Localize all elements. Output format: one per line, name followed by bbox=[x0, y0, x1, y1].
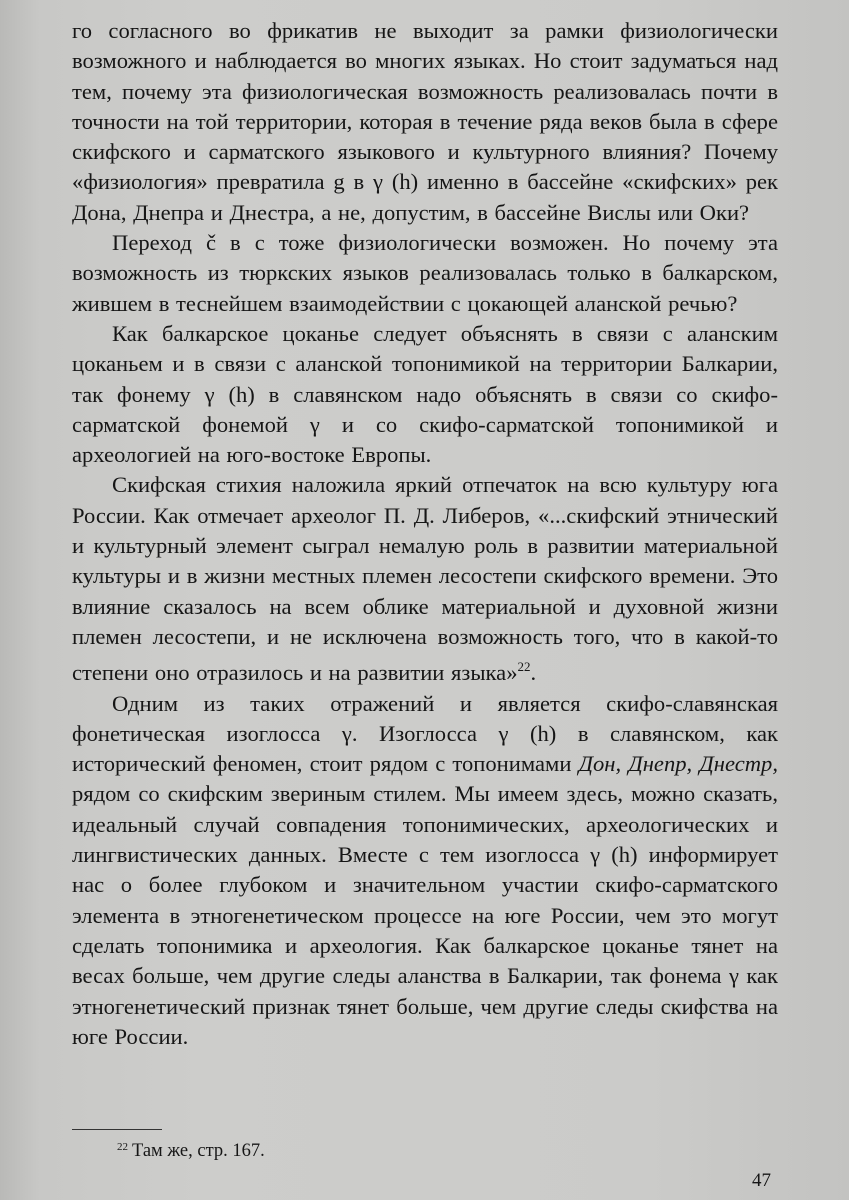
paragraph-text: рядом со скифским звериным стилем. Мы имеем здесь, можно сказать, идеальный случай совпадения топонимических, археологических и лингвистических данных. Вместе с тем изоглосса γ (h) информирует нас о более глубоком и значительном участии скифо-сарматского элемента в этногенетическом процессе на юге России, чем это могут сделать топонимика и археология. Как балкарское цоканье тянет на весах больше, чем другие следы аланства в Балкарии, так фонема γ как этногенетический признак тянет больше, чем другие следы скифства на юге России. bbox=[72, 781, 778, 1049]
paragraph-text: Одним из таких отражений и является скифо-славянская фонетическая изоглосса γ. Изоглосса γ (h) в славянском, как исторический феномен, стоит рядом с топонимами bbox=[72, 690, 778, 777]
paragraph-tail: . bbox=[530, 660, 537, 686]
footnote-reference: 22 bbox=[517, 659, 531, 675]
footnote-divider bbox=[72, 1129, 162, 1130]
paragraph: го согласного во фрикатив не выходит за рамки физиологически возможного и наблюдается во многих языках. Но стоит задуматься над тем, почему эта физиологическая возможность реализовалась почти в точности на той территории, которая в течение ряда веков была в сфере скифского и сарматского языкового и культурного влияния? Почему «физиология» превратила g в γ (h) именно в бассейне «скифских» рек Дона, Днепра и Днестра, а не, допустим, в бассейне Вислы или Оки? bbox=[72, 18, 778, 225]
footnote-text: Там же, стр. 167. bbox=[132, 1141, 265, 1161]
footnote bbox=[117, 1135, 265, 1163]
italic-toponyms: Дон, Днепр, Днестр, bbox=[578, 751, 778, 777]
paragraph bbox=[72, 470, 778, 688]
footnote-number: 22 bbox=[117, 1141, 128, 1153]
body-text bbox=[72, 16, 778, 1052]
paragraph: Как балкарское цоканье следует объяснять в связи с аланским цоканьем и в связи с аланской топонимикой на территории Балкарии, так фонему γ (h) в славянском надо объяснять в связи со скифо-сарматской фонемой γ и со скифо-сарматской топонимикой и археологией на юго-востоке Европы. bbox=[72, 320, 778, 468]
paragraph-text: Скифская стихия наложила яркий отпечаток на всю культуру юга России. Как отмечает археолог П. Д. Либеров, «...скифский этнический и культурный элемент сыграл немалую роль в развитии материальной культуры и в жизни местных племен лесостепи скифского времени. Это влияние сказалось на всем облике материальной и духовной жизни племен лесостепи, и не исключена возможность того, что в какой-то степени оно отразилось и на развитии языка» bbox=[72, 472, 778, 686]
paragraph bbox=[72, 689, 778, 1053]
paragraph: Переход č в c тоже физиологически возможен. Но почему эта возможность из тюркских языков реализовалась только в балкарском, жившем в теснейшем взаимодействии с цокающей аланской речью? bbox=[72, 230, 778, 316]
page-number: 47 bbox=[752, 1170, 771, 1191]
